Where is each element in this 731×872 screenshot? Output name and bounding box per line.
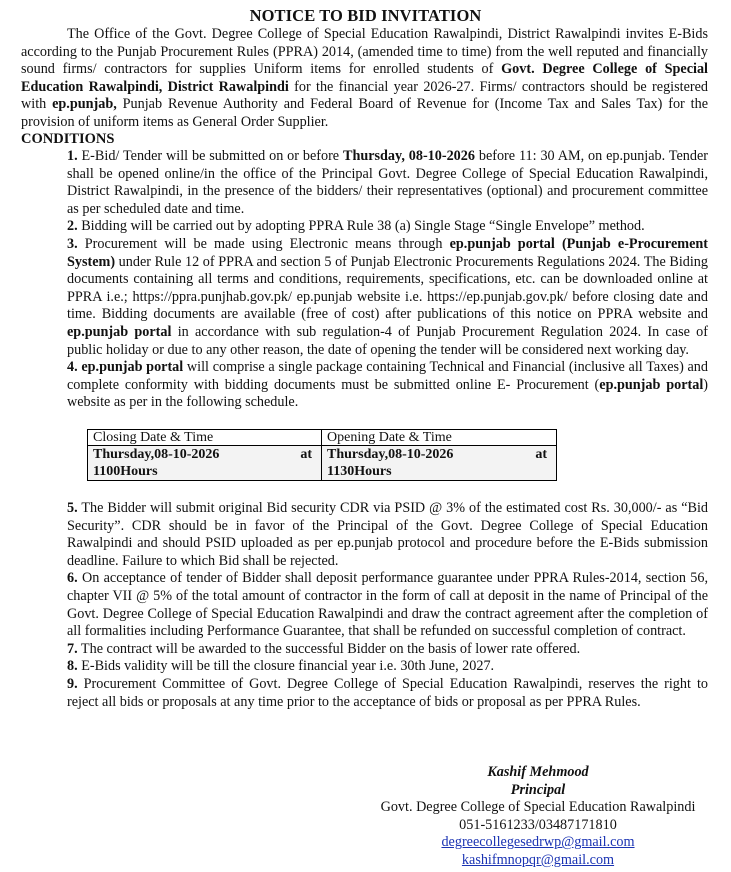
- contact-phone: 051-5161233/03487171810: [459, 816, 617, 833]
- intro-paragraph: [21, 26, 708, 132]
- schedule-header-row: [88, 430, 557, 446]
- condition-text: Procurement Committee of Govt. Degree College of Special Education Rawalpindi, reserves the right to reject all bids or proposals at any time prior to the acceptance of bids or proposal as per PPRA Rules.: [67, 675, 708, 710]
- conditions-list-top: [67, 148, 708, 412]
- condition-number: 8.: [67, 658, 78, 675]
- opening-at: at: [535, 447, 547, 462]
- portal-name: ep.punjab portal: [599, 376, 704, 393]
- portal-name: ep.punjab portal (Punjab e-Procurement System): [67, 235, 708, 270]
- email-link-principal[interactable]: kashifmnopqr@gmail.com: [461, 851, 615, 868]
- signatory-organization: Govt. Degree College of Special Education Rawalpindi: [380, 799, 696, 816]
- condition-6: [67, 570, 708, 640]
- intro-college-name: Govt. Degree College of Special Education Rawalpindi, District Rawalpindi: [21, 61, 708, 95]
- condition-3: [67, 236, 708, 359]
- closing-at: at: [300, 447, 312, 462]
- condition-number: 9.: [67, 675, 78, 692]
- condition-number: 7.: [67, 640, 78, 657]
- condition-text: Bidding will be carried out by adopting PPRA Rule 38 (a) Single Stage “Single Envelope” method.: [77, 218, 645, 235]
- condition-1: [67, 148, 708, 218]
- portal-name: ep.punjab portal: [77, 359, 184, 376]
- closing-time: 1100Hours: [93, 464, 158, 479]
- condition-number: 1.: [67, 148, 78, 164]
- condition-4: [67, 359, 708, 412]
- intro-ep-punjab: ep.punjab,: [52, 96, 117, 113]
- opening-time: 1130Hours: [327, 464, 392, 479]
- conditions-heading: CONDITIONS: [21, 131, 115, 147]
- condition-text: Procurement will be made using Electronic means through: [77, 235, 450, 252]
- condition-number: 3.: [67, 235, 78, 252]
- opening-header: Opening Date & Time: [322, 430, 557, 446]
- intro-text-1: The Office of the Govt. Degree College of Special Education Rawalpindi, District Rawalpindi invites E-Bids according to the Punjab Procurement Rules (PPRA) 2014, (amended time to time) from the well reputed and financially sound firms/ contractors for supplies Uniform items for enrolled students of: [21, 26, 708, 78]
- intro-text-2: for the financial year 2026-27. Firms/ contractors should be registered with: [21, 78, 708, 113]
- closing-cell: [88, 446, 322, 481]
- intro-text-3: Punjab Revenue Authority and Federal Board of Revenue for (Income Tax and Sales Tax) for the provision of uniform items as General Order Supplier.: [21, 96, 708, 130]
- condition-8: [67, 658, 708, 676]
- portal-name: ep.punjab portal: [67, 323, 172, 340]
- condition-7: [67, 641, 708, 659]
- signature-block: [368, 764, 708, 870]
- condition-text: in accordance with sub regulation-4 of Punjab Procurement Regulation 2024. In case of public holiday or due to any other reason, the date of opening the tender will be considered next working day.: [67, 323, 709, 358]
- condition-5: [67, 500, 708, 570]
- condition-number: 6.: [67, 570, 78, 587]
- condition-9: [67, 676, 708, 711]
- page-title: NOTICE TO BID INVITATION: [249, 6, 482, 25]
- condition-number: 5.: [67, 500, 78, 516]
- condition-number: 4.: [67, 359, 78, 376]
- condition-text: under Rule 12 of PPRA and section 5 of Punjab Electronic Procurements Regulations 2024. The Biding documents containing all terms and conditions, requirements, specifications, etc. can be downloaded online at PPRA i.e.; https://ppra.punjhab.gov.pk/ ep.punjab website i.e. https://ep.punjab.gov.pk/ before closing date and time. Bidding documents are available (free of cost) after publications of this notice on PPRA website and: [67, 253, 708, 323]
- condition-text: ) website as per in the following schedule.: [67, 376, 709, 411]
- condition-text: The contract will be awarded to the successful Bidder on the basis of lower rate offered.: [77, 640, 581, 657]
- conditions-list-bottom: [67, 500, 708, 711]
- schedule-value-row: [88, 446, 557, 481]
- signatory-name: Kashif Mehmood: [487, 764, 589, 780]
- condition-text: before 11: 30 AM, on ep.punjab. Tender shall be opened online/in the office of the Principal Govt. Degree College of Special Education Rawalpindi, District Rawalpindi, in the presence of the bidders/ their representatives (optional) and procurement committee as per scheduled date and time.: [67, 148, 708, 217]
- condition-text: will comprise a single package containing Technical and Financial (inclusive all Taxes) and complete conformity with bidding documents must be submitted online E- Procurement (: [67, 359, 708, 393]
- condition-text: E-Bid/ Tender will be submitted on or before: [77, 148, 343, 164]
- condition-text: On acceptance of tender of Bidder shall deposit performance guarantee under PPRA Rules-2014, section 56, chapter VII @ 5% of the total amount of contractor in the form of call at deposit in the name of Principal of the Govt. Degree College of Special Education Rawalpindi and draw the contract agreement after the completion of all formalities including Performance Guarantee, that shall be refunded on successful completion of contract.: [67, 570, 708, 640]
- condition-text: The Bidder will submit original Bid security CDR via PSID @ 3% of the estimated cost Rs. 30,000/- as “Bid Security”. CDR should be in favor of the Principal of the Govt. Degree College of Special Education Rawalpindi and should PSID uploaded as per ep.punjab protocol and procedure before the E-Bids submission deadline. Failure to which Bid shall be rejected.: [67, 500, 708, 569]
- schedule-table: [87, 429, 557, 481]
- email-link-college[interactable]: degreecollegesedrwp@gmail.com: [441, 834, 635, 851]
- condition-text: E-Bids validity will be till the closure financial year i.e. 30th June, 2027.: [77, 658, 495, 675]
- condition-number: 2.: [67, 218, 78, 235]
- closing-date: Thursday,08-10-2026: [93, 447, 220, 462]
- opening-cell: [322, 446, 557, 481]
- opening-date: Thursday,08-10-2026: [327, 447, 454, 462]
- closing-day: Thursday, 08-10-2026: [342, 148, 475, 164]
- closing-header: Closing Date & Time: [88, 430, 322, 446]
- condition-2: [67, 218, 708, 236]
- signatory-role: Principal: [510, 781, 566, 798]
